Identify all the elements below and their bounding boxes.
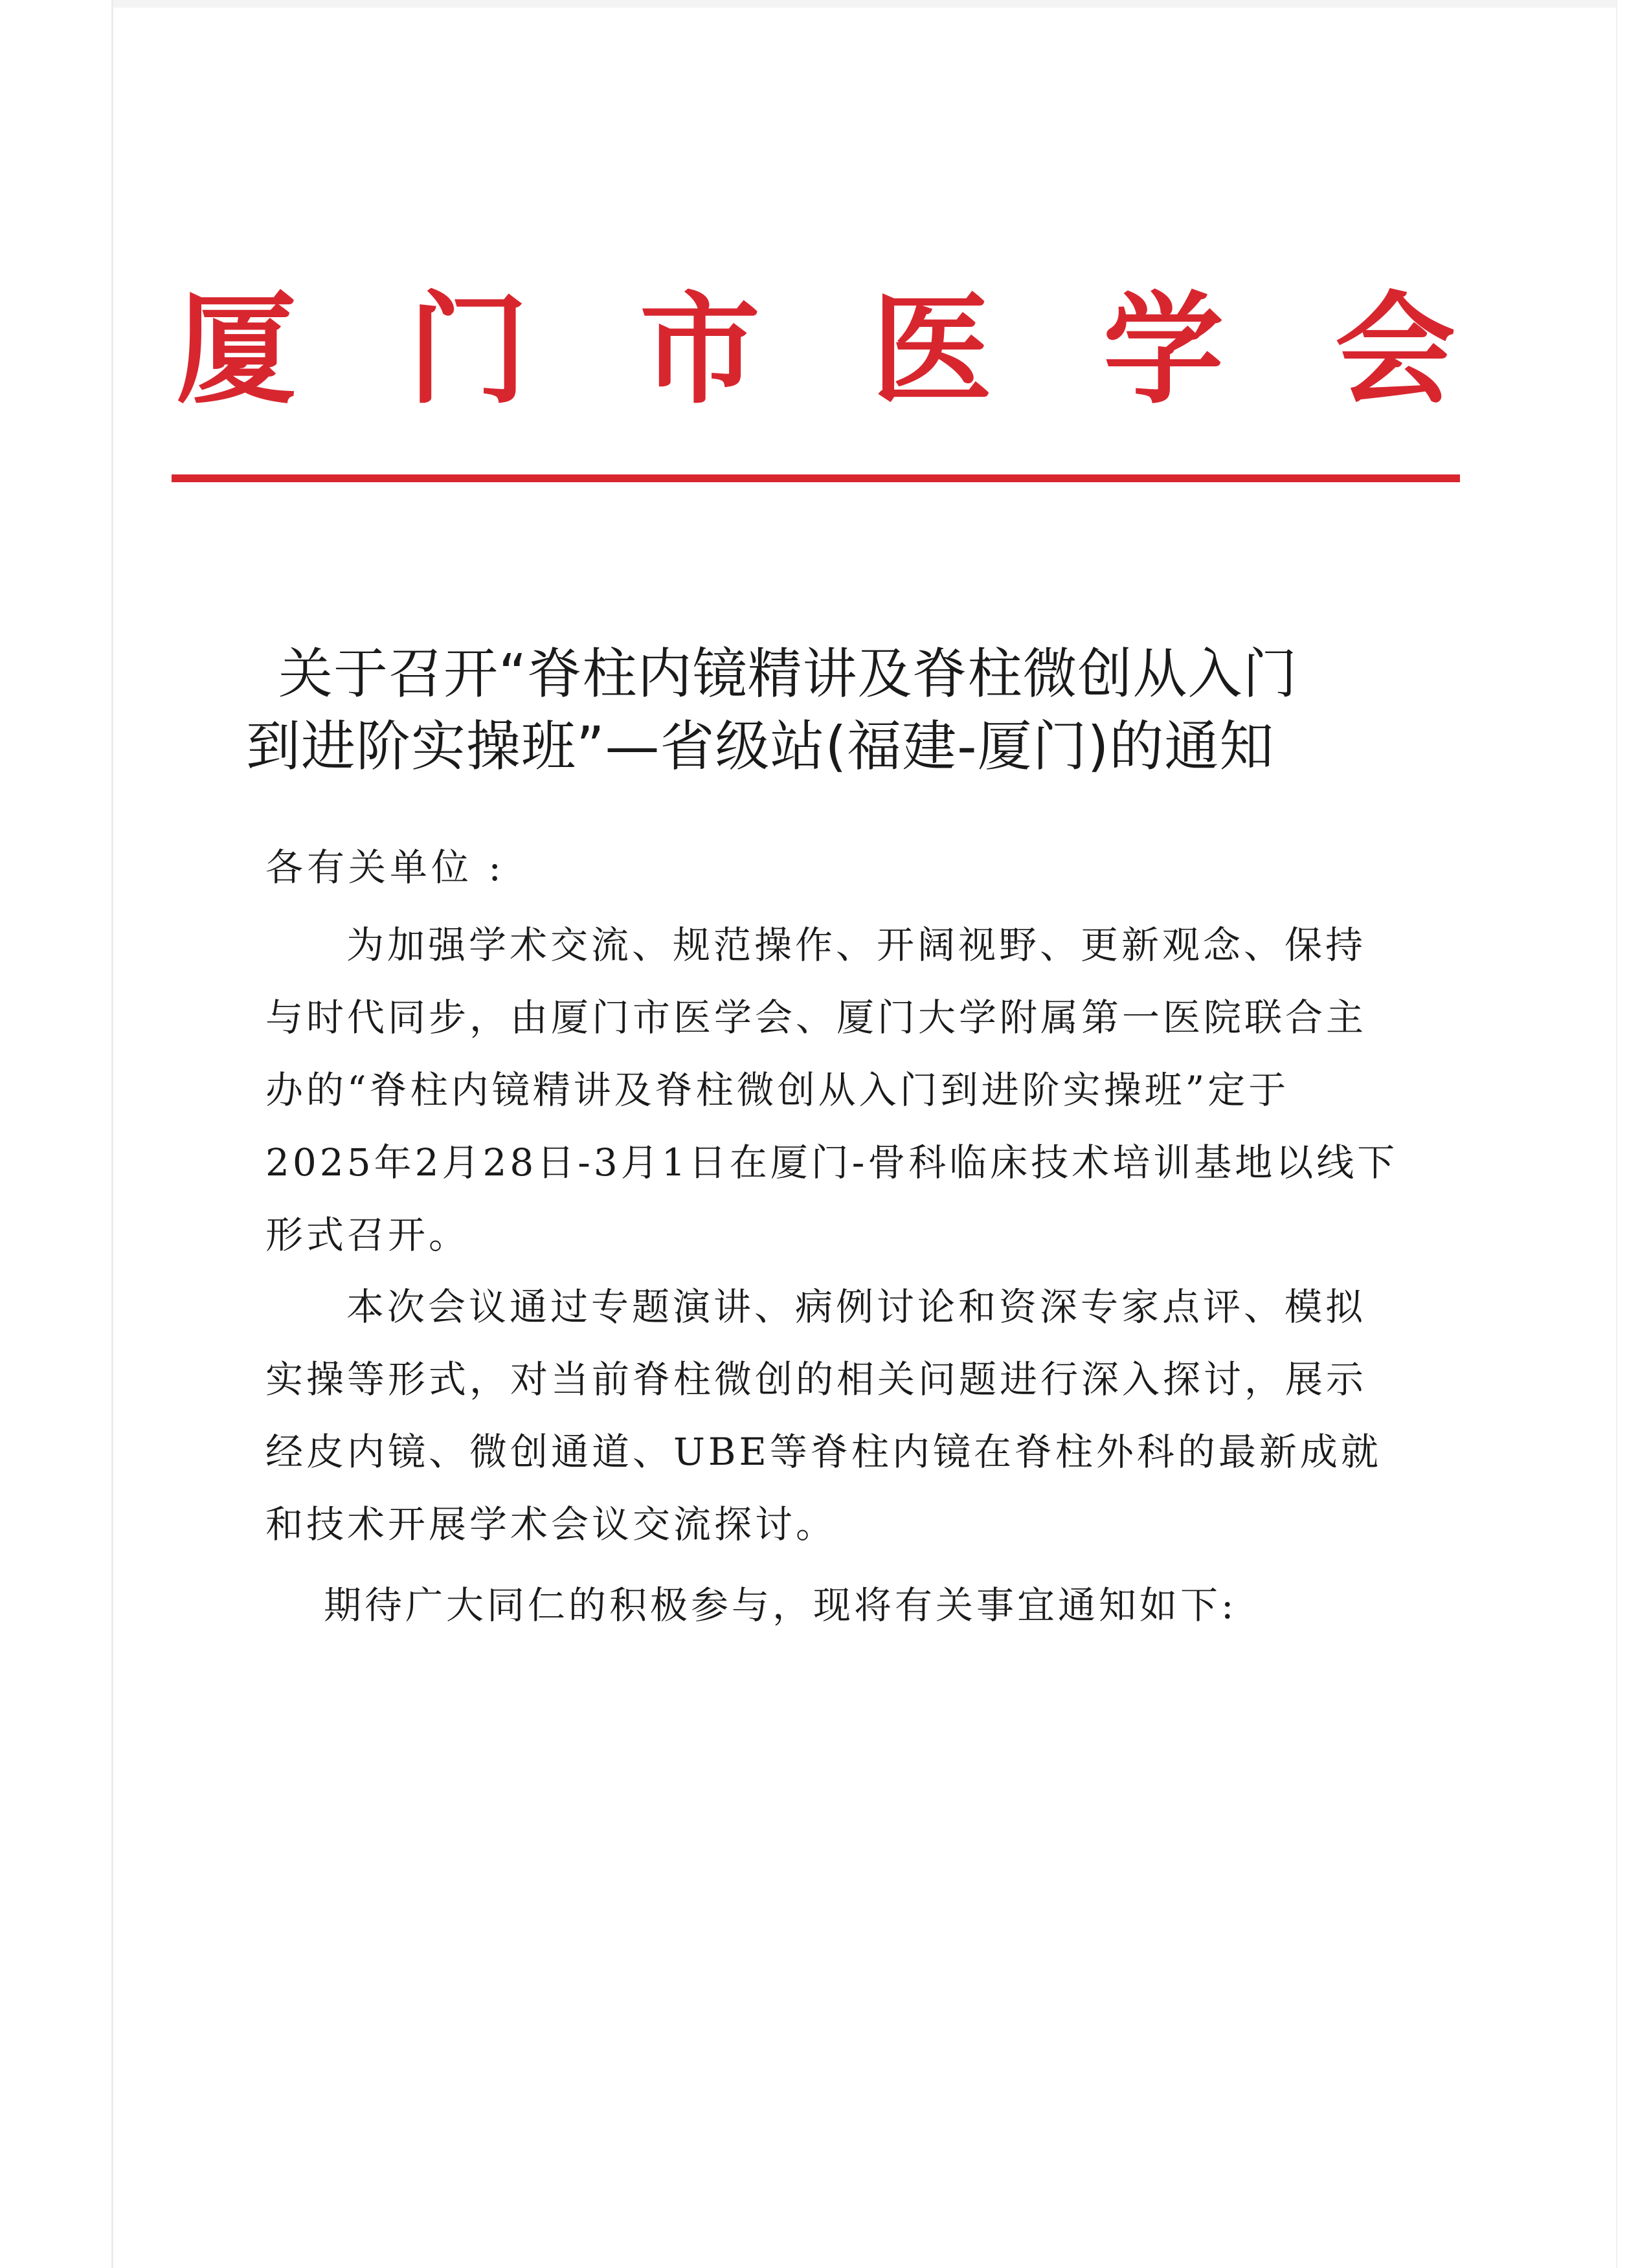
salutation: 各有关单位 : [265, 845, 505, 889]
paragraph-1-line-2: 与时代同步，由厦门市医学会、厦门大学附属第一医院联合主 [265, 995, 1367, 1040]
title-line-1: 关于召开“脊柱内镜精讲及脊柱微创从入门 [278, 642, 1298, 706]
paragraph-2 [265, 1271, 1405, 1561]
masthead-char-4: 医 [871, 278, 992, 420]
paragraph-3-line-1: 期待广大同仁的积极参与，现将有关事宜通知如下: [324, 1583, 1237, 1627]
paragraph-1 [265, 909, 1405, 1271]
paragraph-1-line-4: 2025年2月28日-3月1日在厦门-骨科临床技术培训基地以线下 [265, 1140, 1398, 1184]
paragraph-2-line-2: 实操等形式，对当前脊柱微创的相关问题进行深入探讨，展示 [265, 1357, 1367, 1401]
masthead-char-6: 会 [1334, 278, 1455, 420]
paragraph-1-line-1: 为加强学术交流、规范操作、开阔视野、更新观念、保持 [346, 923, 1367, 967]
masthead-char-3: 市 [639, 278, 760, 420]
masthead-char-2: 门 [407, 278, 528, 420]
document-title [246, 638, 1411, 783]
scan-right-edge [1616, 0, 1617, 2268]
masthead-char-1: 厦 [175, 278, 297, 420]
paragraph-2-line-4: 和技术开展学术会议交流探讨。 [265, 1502, 837, 1546]
paragraph-3 [265, 1569, 1463, 1641]
scan-left-edge [111, 0, 113, 2268]
paragraph-2-line-3: 经皮内镜、微创通道、UBE等脊柱内镜在脊柱外科的最新成就 [265, 1430, 1382, 1474]
paragraph-2-line-1: 本次会议通过专题演讲、病例讨论和资深专家点评、模拟 [346, 1285, 1367, 1329]
paragraph-1-line-5: 形式召开。 [265, 1213, 470, 1257]
paragraph-1-line-3: 办的“脊柱内镜精讲及脊柱微创从入门到进阶实操班”定于 [265, 1068, 1290, 1112]
title-line-2: 到进阶实操班”—省级站(福建-厦门)的通知 [246, 715, 1275, 778]
scan-top-shadow [111, 0, 1617, 8]
masthead-red-rule [172, 474, 1460, 482]
masthead [172, 278, 1460, 420]
masthead-char-5: 学 [1103, 278, 1224, 420]
